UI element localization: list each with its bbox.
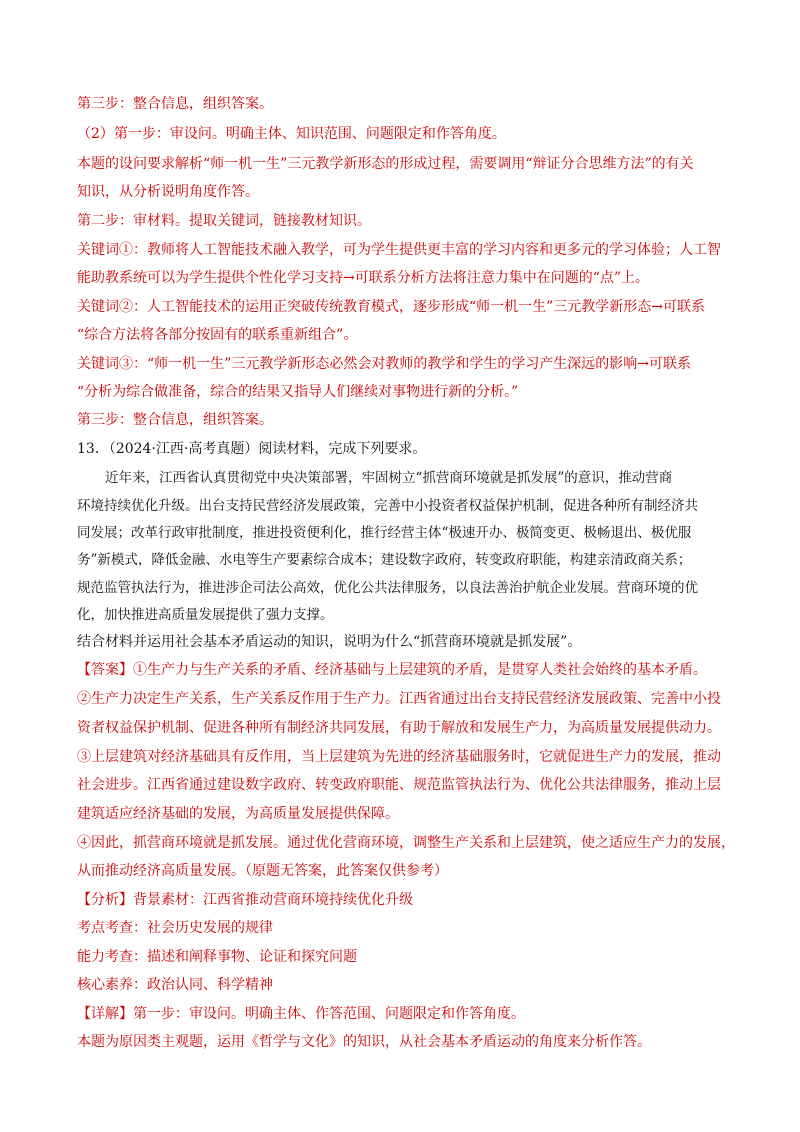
answer-line-3: 资者权益保护机制、促进各种所有制经济共同发展，有助于解放和发展生产力，为高质量发展提供动力。 <box>77 720 721 736</box>
line-3: 本题的设问要求解析“师一机一生”三元教学新形态的形成过程，需要调用“辩证分合思维方法”的有关 <box>77 156 694 172</box>
answer-line-7: ④因此，抓营商环境就是抓发展。通过优化营商环境，调整生产关系和上层建筑，使之适应生产力的发展， <box>77 835 735 851</box>
answer-line-8: 从而推动经济高质量发展。（原题无答案，此答案仅供参考） <box>77 863 448 879</box>
line-4: 知识，从分析说明角度作答。 <box>77 184 259 200</box>
line-11: “分析为综合做准备，综合的结果又指导人们继续对事物进行新的分析。” <box>77 384 519 400</box>
line-6: 关键词①：教师将人工智能技术融入教学，可为学生提供更丰富的学习内容和更多元的学习体验；人工智 <box>77 242 721 258</box>
line-10: 关键词③：“师一机一生”三元教学新形态必然会对教师的教学和学生的学习产生深远的影响→可联系 <box>77 356 692 372</box>
material-line-2: 环境持续优化升级。出台支持民营经济发展政策，完善中小投资者权益保护机制，促进各种所有制经济共 <box>77 498 698 514</box>
material-line-6: 化，加快推进高质量发展提供了强力支撑。 <box>77 607 334 623</box>
material-line-5: 规范监管执法行为，推进涉企司法公高效，优化公共法律服务，以良法善治护航企业发展。营商环境的优 <box>77 580 698 596</box>
line-12: 第三步：整合信息，组织答案。 <box>77 412 273 428</box>
answer-line-6: 建筑适应经济基础的发展，为高质量发展提供保障。 <box>77 806 399 822</box>
line-9: “综合方法将各部分按固有的联系重新组合”。 <box>77 327 358 343</box>
line-8: 关键词②：人工智能技术的运用正突破传统教育模式，逐步形成“师一机一生”三元教学新形态→可联系 <box>77 299 706 315</box>
question-prompt: 结合材料并运用社会基本矛盾运动的知识，说明为什么“抓营商环境就是抓发展”。 <box>77 634 582 650</box>
material-line-1: 近年来，江西省认真贯彻党中央决策部署，牢固树立“抓营商环境就是抓发展”的意识，推动营商 <box>105 470 673 486</box>
analysis-line-4: 核心素养：政治认同、科学精神 <box>77 977 273 993</box>
material-line-3: 同发展；改革行政审批制度，推进投资便利化，推行经营主体“极速开办、极简变更、极畅退出、极优服 <box>77 525 692 541</box>
answer-line-5: 社会进步。江西省通过建设数字政府、转变政府职能、规范监管执法行为、优化公共法律服务，推动上层 <box>77 777 721 793</box>
question-13-title: 13．（2024·江西·高考真题）阅读材料，完成下列要求。 <box>77 441 427 457</box>
analysis-line-2: 考点考查：社会历史发展的规律 <box>77 920 273 936</box>
line-7: 能助教系统可以为学生提供个性化学习支持→可联系分析方法将注意力集中在问题的“点”上。 <box>77 270 650 286</box>
material-line-4: 务”新模式，降低金融、水电等生产要素综合成本；建设数字政府，转变政府职能，构建亲清政商关系； <box>77 552 692 568</box>
line-1: 第三步：整合信息，组织答案。 <box>77 96 273 112</box>
analysis-line-1: 【分析】背景素材：江西省推动营商环境持续优化升级 <box>77 892 413 908</box>
analysis-line-3: 能力考查：描述和阐释事物、论证和探究问题 <box>77 949 357 965</box>
detail-line-2: 本题为原因类主观题，运用《哲学与文化》的知识，从社会基本矛盾运动的角度来分析作答。 <box>77 1034 651 1050</box>
answer-line-4: ③上层建筑对经济基础具有反作用，当上层建筑为先进的经济基础服务时，它就促进生产力的发展，推动 <box>77 749 721 765</box>
answer-line-2: ②生产力决定生产关系，生产关系反作用于生产力。江西省通过出台支持民营经济发展政策、完善中小投 <box>77 691 721 707</box>
line-5: 第二步：审材料。提取关键词，链接教材知识。 <box>77 213 371 229</box>
detail-line-1: 【详解】第一步：审设问。明确主体、作答范围、问题限定和作答角度。 <box>77 1006 525 1022</box>
line-2: （2）第一步：审设问。明确主体、知识范围、问题限定和作答角度。 <box>77 126 506 142</box>
answer-line-1: 【答案】①生产力与生产关系的矛盾、经济基础与上层建筑的矛盾，是贯穿人类社会始终的基本矛盾。 <box>77 662 707 678</box>
